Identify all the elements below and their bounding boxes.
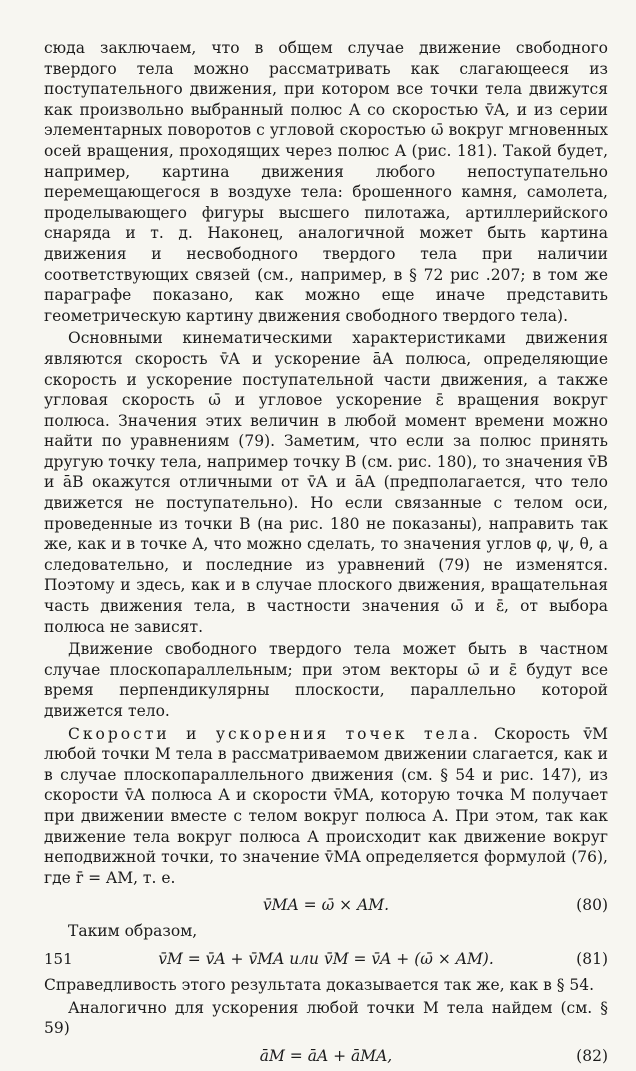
formula-81 — [44, 944, 608, 974]
paragraph-1: сюда заключаем, что в общем случае движение свободного твердого тела можно рассматривать как слагающееся из поступательного движения, при котором все точки тела движутся как произвольно выбранный полюс A со скоростью v̄A, и из серии элементарных поворотов с угловой скоростью ω̄ вокруг мгновенных осей вращения, проходящих через полюс A (рис. 181). Такой будет, например, картина движения любого непоступательно перемещающегося в воздухе тела: брошенного камня, самолета, проделывающего фигуры высшего пилотажа, артиллерийского снаряда и т. д. Наконец, аналогичной может быть картина движения и несвободного твердого тела при наличии соответствующих связей (см., например, в § 72 рис .207; в том же параграфе показано, как можно еще иначе представить геометрическую картину движения свободного твердого тела). — [44, 39, 608, 325]
page-number: 151 — [44, 950, 73, 968]
formula-80-number: (80) — [576, 896, 608, 915]
paragraph-3: Движение свободного твердого тела может быть в частном случае плоскопараллельным; при этом векторы ω̄ и ε̄ будут все время перпендикулярны плоскости, параллельно которой движется тело. — [44, 640, 608, 720]
section-text: Скорость v̄M любой точки M тела в рассматриваемом движении слагается, как и в случае плоскопараллельного движения (см. § 54 и рис. 147), из скорости v̄A полюса A и скорости v̄MA, которую точка M получает при движении вместе с телом вокруг полюса A. При этом, так как движение тела вокруг полюса A происходит как движение вокруг неподвижной точки, то значение v̄MA определяется формулой (76), где r̄ = AM, т. е. — [44, 724, 608, 887]
formula-82 — [44, 1041, 608, 1071]
formula-80 — [44, 890, 608, 920]
paragraph-2: Основными кинематическими характеристиками движения являются скорость v̄A и ускорение āA полюса, определяющие скорость и ускорение поступательной части движения, а также угловая скорость ω̄ и угловое ускорение ε̄ вращения вокруг полюса. Значения этих величин в любой момент времени можно найти по уравнениям (79). Заметим, что если за полюс принять другую точку тела, например точку B (см. рис. 180), то значения v̄B и āB окажутся отличными от v̄A и āA (предполагается, что тело движется не поступательно). Но если связанные с телом оси, проведенные из точки B (на рис. 180 не показаны), направить так же, как и в точке A, что можно сделать, то значения углов φ, ψ, θ, а следовательно, и последние из уравнений (79) не изменятся. Поэтому и здесь, как и в случае плоского движения, вращательная часть движения тела, в частности значения ω̄ и ε̄, от выбора полюса не зависят. — [44, 329, 608, 636]
text-validity: Справедливость этого результата доказывается так же, как в § 54. — [44, 975, 595, 994]
section-heading: Скорости и ускорения точек тела. — [68, 724, 481, 743]
formula-81-expression: v̄M = v̄A + v̄MA или v̄M = v̄A + (ω̄ × AM). — [158, 949, 494, 968]
formula-82-number: (82) — [576, 1046, 608, 1065]
text-analog: Аналогично для ускорения любой точки M тела найдем (см. § 59) — [44, 998, 608, 1038]
section-paragraph — [44, 724, 608, 889]
formula-80-expression: v̄MA = ω̄ × AM. — [262, 896, 390, 915]
text-thus: Таким образом, — [68, 922, 198, 941]
formula-82-expression: āM = āA + āMA, — [259, 1046, 393, 1065]
formula-81-number: (81) — [576, 949, 608, 968]
